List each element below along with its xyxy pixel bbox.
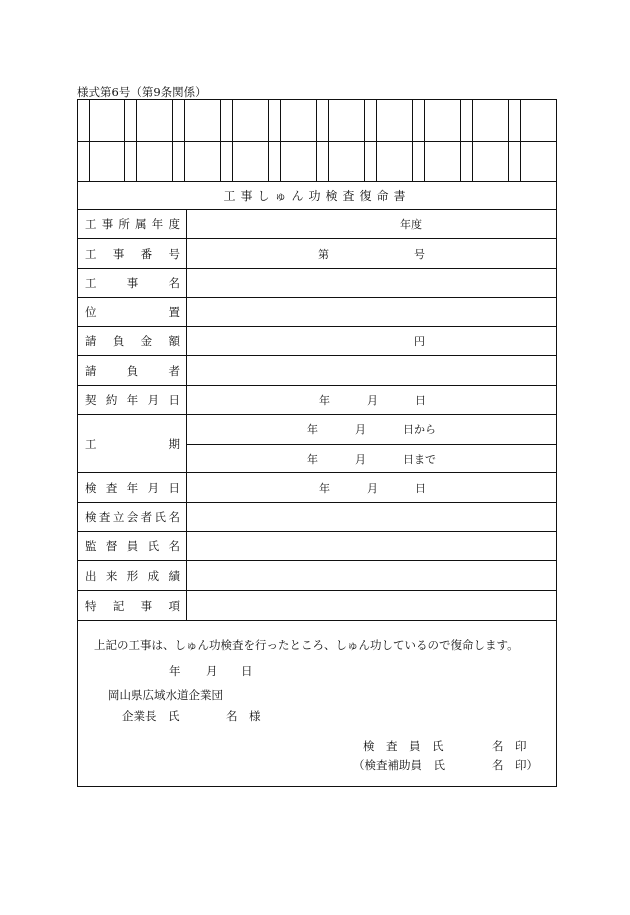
- footer-date-day: 日: [241, 664, 253, 678]
- row-fiscal-year: [78, 210, 556, 239]
- form-title: 工事しゅん功検査復命書: [78, 181, 556, 210]
- contract-day: 日: [415, 394, 426, 407]
- row-period: [78, 415, 556, 473]
- amount-unit: 円: [414, 335, 425, 348]
- period-from-month: 月: [355, 423, 366, 436]
- period-from-year: 年: [307, 423, 318, 436]
- label-supervisor: 監 督 員 氏 名: [85, 539, 180, 553]
- number-prefix: 第: [318, 247, 329, 261]
- row-notes: [78, 591, 556, 621]
- report-footer: [78, 621, 556, 788]
- row-location: [78, 298, 556, 327]
- assistant-seal: 名 印）: [492, 758, 538, 772]
- inspection-year: 年: [319, 481, 330, 495]
- label-contractor: 請 負 者: [85, 363, 180, 378]
- fiscal-year-unit: 年度: [400, 218, 422, 231]
- period-from-day: 日から: [403, 423, 436, 436]
- label-witness: 検 査 立 会 者 氏 名: [85, 510, 180, 524]
- inspection-day: 日: [415, 481, 426, 495]
- form-caption: 様式第6号（第9条関係）: [77, 85, 207, 99]
- label-name: 工 事 名: [85, 276, 180, 290]
- label-result: 出 来 形 成 績: [85, 568, 180, 583]
- label-fiscal-year: 工 事 所 属 年 度: [85, 217, 180, 231]
- assistant-label: （検査補助員 氏: [353, 758, 445, 772]
- row-result: [78, 561, 556, 591]
- organization-name: 岡山県広域水道企業団: [108, 688, 223, 702]
- row-inspection-date: [78, 473, 556, 503]
- footer-date-year: 年: [169, 664, 181, 678]
- report-form: [77, 99, 557, 787]
- number-suffix: 号: [414, 247, 425, 261]
- row-supervisor: [78, 532, 556, 561]
- row-contractor: [78, 356, 556, 386]
- row-contract-date: [78, 386, 556, 415]
- contract-month: 月: [367, 394, 378, 407]
- row-name: [78, 269, 556, 298]
- inspector-seal: 名 印: [492, 739, 527, 753]
- inspection-month: 月: [367, 481, 378, 495]
- addressee: 企業長 氏: [122, 709, 180, 723]
- row-witness: [78, 503, 556, 532]
- row-number: [78, 239, 556, 269]
- label-inspection-date: 検 査 年 月 日: [85, 480, 180, 495]
- label-location: 位 置: [85, 305, 180, 319]
- label-amount: 請 負 金 額: [85, 334, 180, 348]
- label-number: 工 事 番 号: [85, 246, 180, 261]
- label-contract-date: 契 約 年 月 日: [85, 393, 180, 407]
- label-period: 工 期: [85, 436, 180, 451]
- period-to-day: 日まで: [403, 453, 436, 466]
- inspector-label: 検 査 員 氏: [363, 739, 444, 753]
- row-amount: [78, 327, 556, 356]
- addressee-name: 名 様: [226, 709, 261, 723]
- label-notes: 特 記 事 項: [85, 598, 180, 613]
- contract-year: 年: [319, 394, 330, 407]
- period-to-year: 年: [307, 453, 318, 466]
- period-to-month: 月: [355, 453, 366, 466]
- statement-text: 上記の工事は、しゅん功検査を行ったところ、しゅん功しているので復命します。: [94, 638, 519, 652]
- footer-date-month: 月: [206, 664, 218, 678]
- approval-stamp-grid: [78, 100, 556, 181]
